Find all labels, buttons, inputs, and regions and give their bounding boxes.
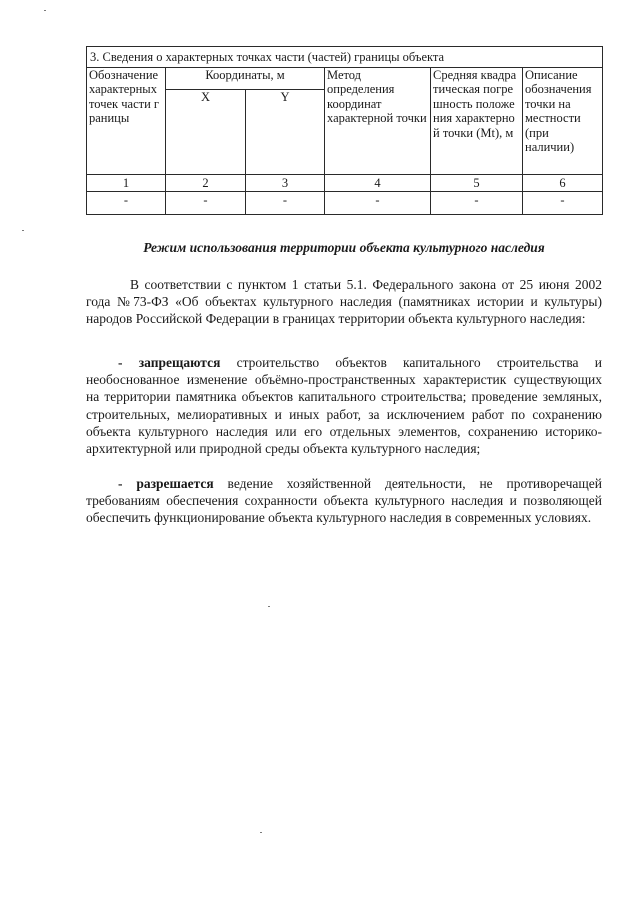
prohibited-text: строительство объектов капитального строительства и необоснованное изменение объёмно-пространственных характеристик существующих на территории памятника объектов капитального строительства; проведение земляных, строительных, мелиоративных и иных работ, за исключением работ по сохранению объекта культурного наследия или его отдельных элементов, сохранению историко-архитектурной или природной среды объекта культурного наследия; [86,355,602,457]
scan-speck [44,10,46,11]
table-cell: - [325,192,431,215]
col-number: 4 [325,174,431,192]
col-number: 3 [246,174,325,192]
scan-speck [22,230,24,231]
col-number: 6 [523,174,603,192]
header-method: Метод определения координат характерной точки [325,67,431,174]
scan-speck [260,832,262,833]
header-coordinates: Координаты, м [166,67,325,89]
permitted-lead: - разрешается [118,476,214,491]
header-y: Y [246,89,325,174]
table-cell: - [246,192,325,215]
boundary-points-table [86,46,603,215]
header-description: Описание обозначения точки на местности (при наличии) [523,67,603,174]
paragraph-prohibited [86,354,602,457]
header-rmse: Средняя квадратическая погрешность положения характерной точки (Mt), м [431,67,523,174]
section-heading: Режим использования территории объекта культурного наследия [143,240,545,255]
table-cell: - [523,192,603,215]
header-x: X [166,89,246,174]
paragraph-permitted [86,475,602,527]
col-number: 1 [87,174,166,192]
col-number: 2 [166,174,246,192]
col-number: 5 [431,174,523,192]
table-row-numbers [87,174,603,192]
table-cell: - [87,192,166,215]
table-cell: - [431,192,523,215]
paragraph-legal-basis: В соответствии с пунктом 1 статьи 5.1. Федерального закона от 25 июня 2002 года №73-ФЗ «Об объектах культурного наследия (памятниках истории и культуры) народов Российской Федерации в границах территории объекта культурного наследия: [86,277,602,327]
table-cell: - [166,192,246,215]
header-point-designation: Обозначение характерных точек части границы [87,67,166,174]
table-row [87,192,603,215]
table-caption: 3. Сведения о характерных точках части (частей) границы объекта [87,47,603,68]
permitted-text: ведение хозяйственной деятельности, не противоречащей требованиям обеспечения сохранности объекта культурного наследия и позволяющей обеспечить функционирование объекта культурного наследия в современных условиях. [86,476,602,526]
scan-speck [268,606,270,607]
prohibited-lead: - запрещаются [118,355,221,370]
